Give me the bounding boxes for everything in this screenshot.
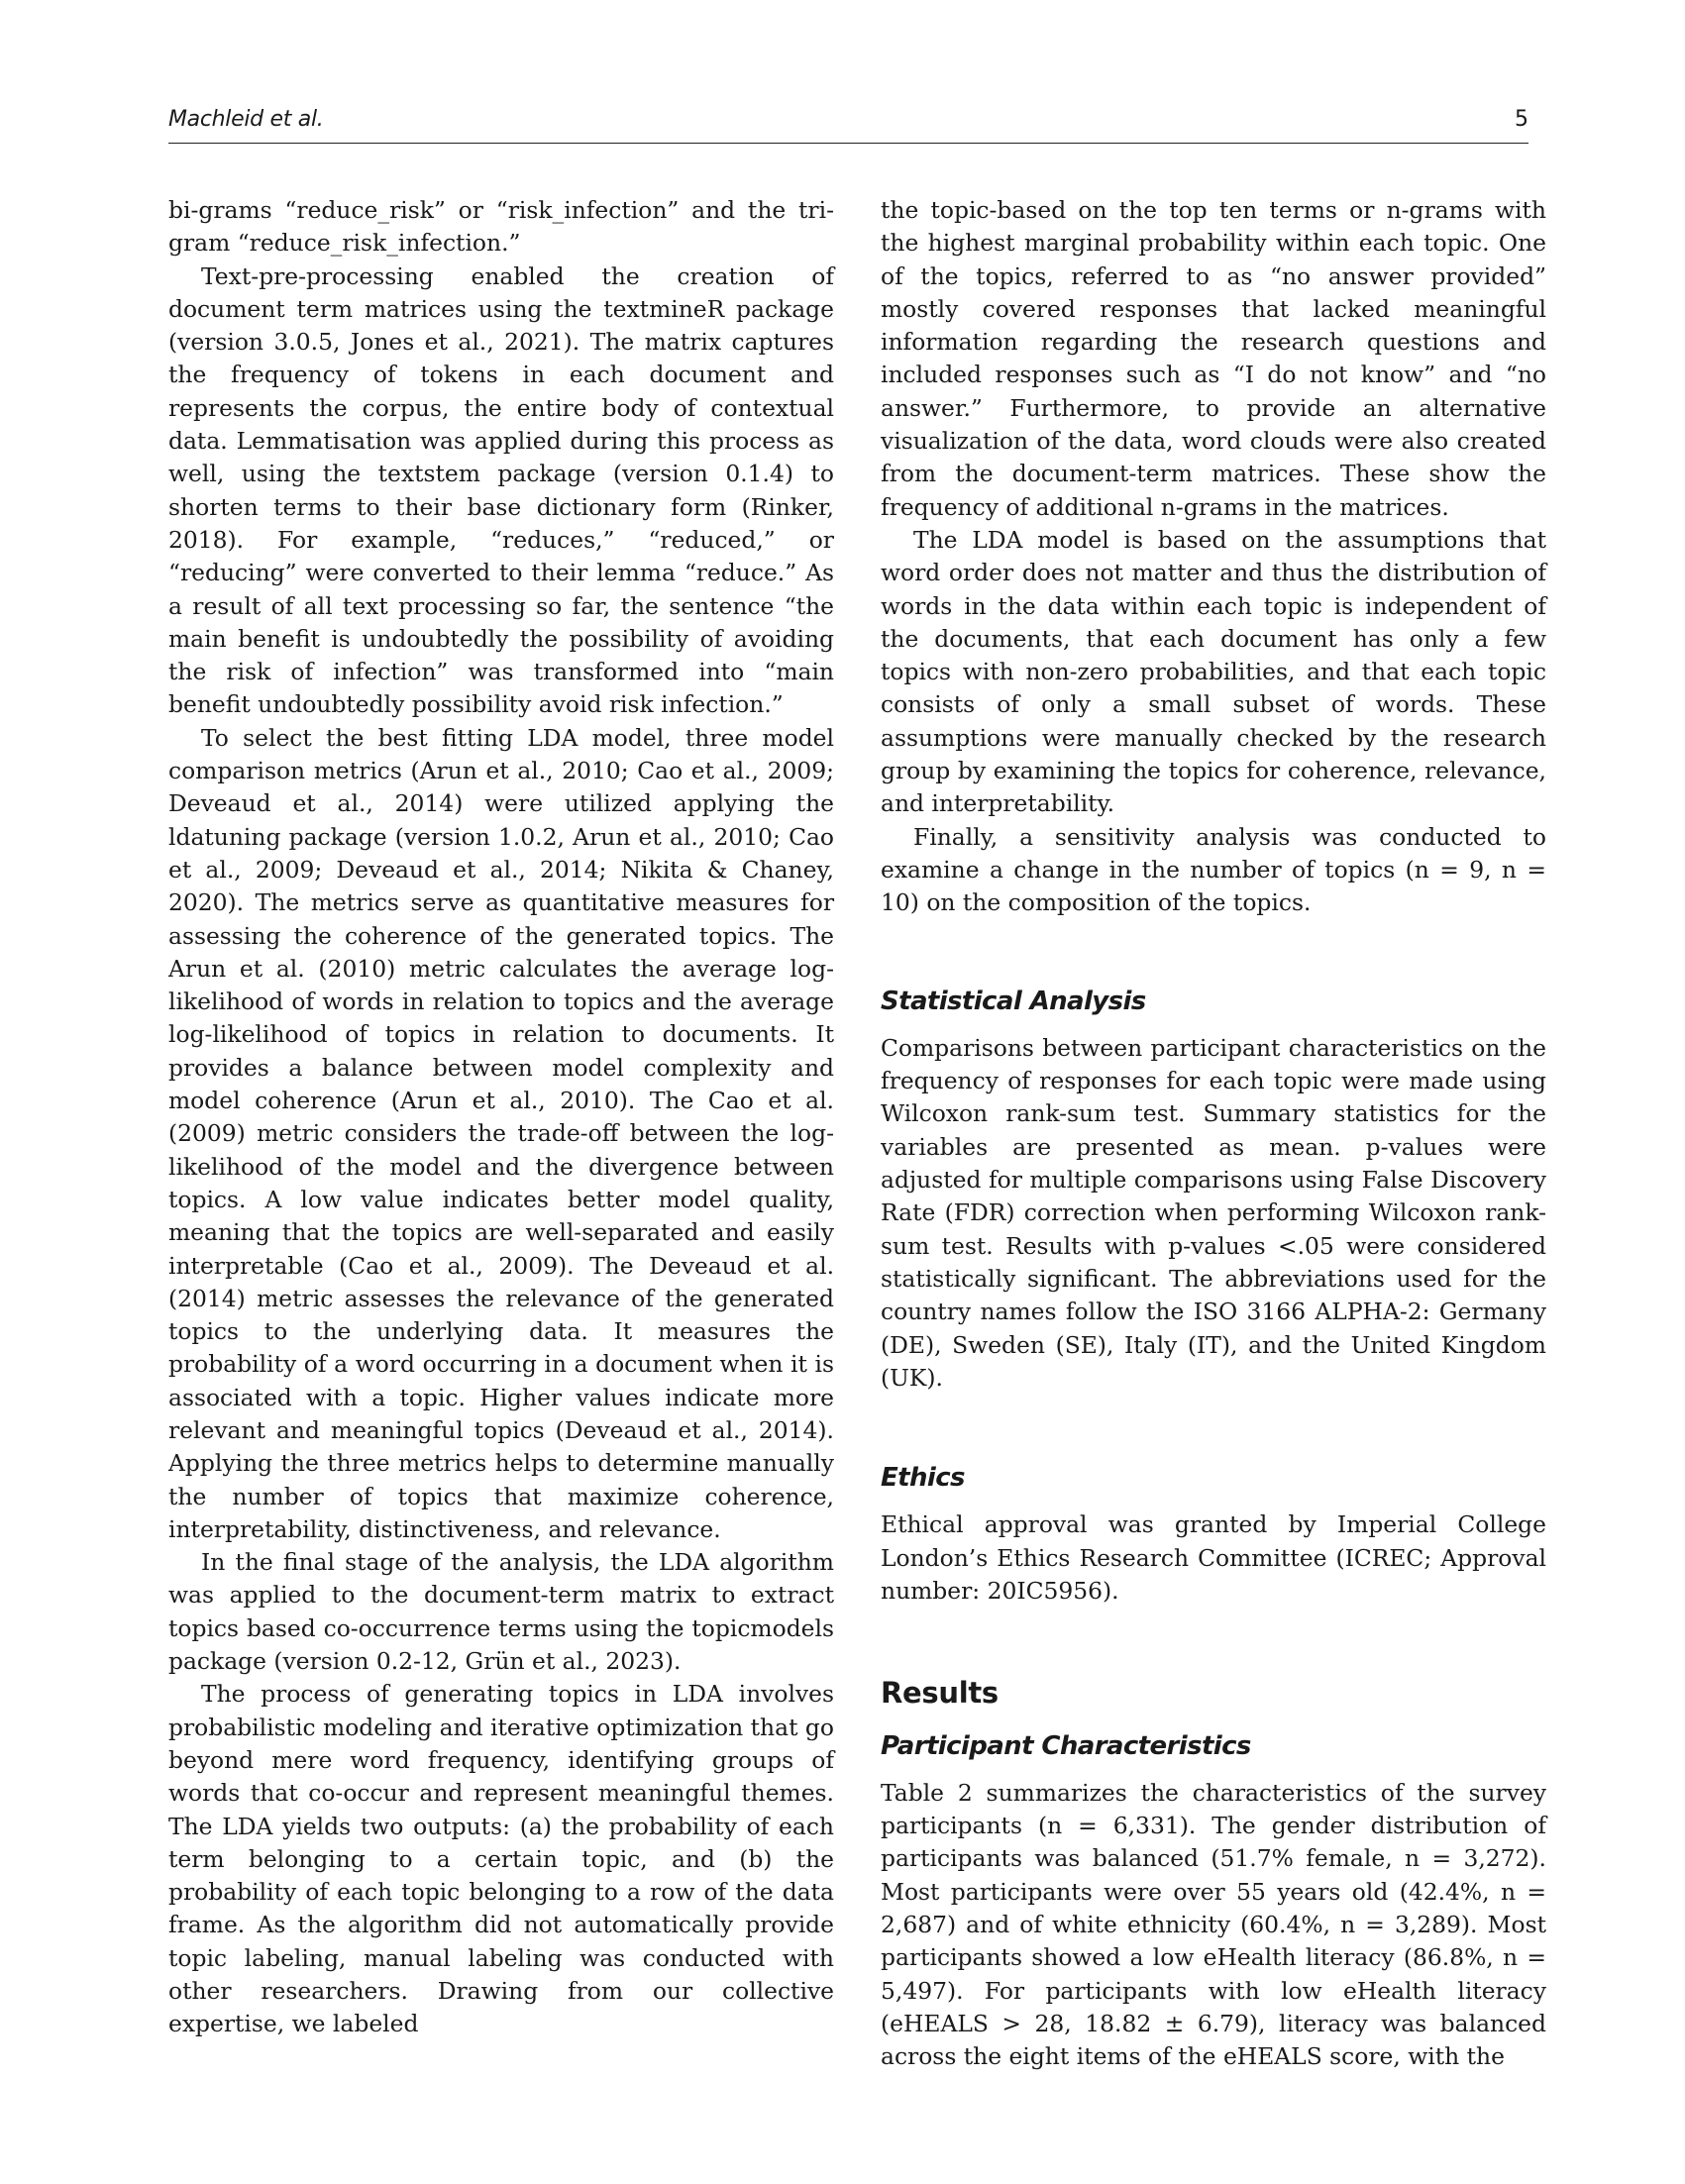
ethics-heading: Ethics <box>881 1463 965 1494</box>
results-heading: Results <box>881 1676 999 1711</box>
participant-characteristics-text: Table 2 summarizes the characteristics of the survey participants (n = 6,331). The gender distribution of participants was balanced (51.7% female, n = 3,272). Most participants were over 55 years old (42.4%, n = 2,687) and of white ethnicity (60.4%, n = 3,289). Most participants showed a low eHealth literacy (86.8%, n = 5,497). For participants with low eHealth literacy (eHEALS > 28, 18.82 ± 6.79), literacy was balanced across the eight items of the eHEALS score, with the <box>881 1778 1546 2071</box>
body-paragraph: bi-grams “reduce_risk” or “risk_infection” and the tri-gram “reduce_risk_infection.” <box>168 196 834 258</box>
body-paragraph: The LDA model is based on the assumptions that word order does not matter and thus the distribution of words in the data within each topic is independent of the documents, that each document has only a few topics with non-zero probabilities, and that each topic consists of only a small subset of words. These assumptions were manually checked by the research group by examining the topics for coherence, relevance, and interpretability. <box>881 525 1546 818</box>
page-number: 5 <box>1515 107 1528 132</box>
body-paragraph: The process of generating topics in LDA involves probabilistic modeling and iterative optimization that go beyond mere word frequency, identifying groups of words that co-occur and represent meaningful themes. The LDA yields two outputs: (a) the probability of each term belonging to a certain topic, and (b) the probability of each topic belonging to a row of the data frame. As the algorithm did not automatically provide topic labeling, manual labeling was conducted with other researchers. Drawing from our collective expertise, we labeled <box>168 1680 834 2038</box>
statistical-analysis-heading: Statistical Analysis <box>881 986 1146 1016</box>
body-paragraph: Finally, a sensitivity analysis was conducted to examine a change in the number of topics (n = 9, n = 10) on the composition of the topics. <box>881 822 1546 917</box>
statistical-analysis-text: Comparisons between participant characteristics on the frequency of responses for each topic were made using Wilcoxon rank-sum test. Summary statistics for the variables are presented as mean. p-values were adjusted for multiple comparisons using False Discovery Rate (FDR) correction when performing Wilcoxon rank-sum test. Results with p-values <.05 were considered statistically significant. The abbreviations used for the country names follow the ISO 3166 ALPHA-2: Germany (DE), Sweden (SE), Italy (IT), and the United Kingdom (UK). <box>881 1033 1546 1392</box>
body-paragraph: To select the best fitting LDA model, three model comparison metrics (Arun et al., 2010; Cao et al., 2009; Deveaud et al., 2014) were utilized applying the ldatuning package (version 1.0.2, Arun et al., 2010; Cao et al., 2009; Deveaud et al., 2014; Nikita & Chaney, 2020). The metrics serve as quantitative measures for assessing the coherence of the generated topics. The Arun et al. (2010) metric calculates the average log-likelihood of words in relation to topics and the average log-likelihood of topics in relation to documents. It provides a balance between model complexity and model coherence (Arun et al., 2010). The Cao et al. (2009) metric considers the trade-off between the log-likelihood of the model and the divergence between topics. A low value indicates better model quality, meaning that the topics are well-separated and easily interpretable (Cao et al., 2009). The Deveaud et al. (2014) metric assesses the relevance of the generated topics to the underlying data. It measures the probability of a word occurring in a document when it is associated with a topic. Higher values indicate more relevant and meaningful topics (Deveaud et al., 2014). Applying the three metrics helps to determine manually the number of topics that maximize coherence, interpretability, distinctiveness, and relevance. <box>168 723 834 1543</box>
body-paragraph: Text-pre-processing enabled the creation of document term matrices using the textmineR package (version 3.0.5, Jones et al., 2021). The matrix captures the frequency of tokens in each document and represents the corpus, the entire body of contextual data. Lemmatisation was applied during this process as well, using the textstem package (version 0.1.4) to shorten terms to their base dictionary form (Rinker, 2018). For example, “reduces,” “reduced,” or “reducing” were converted to their lemma “reduce.” As a result of all text processing so far, the sentence “the main benefit is undoubtedly the possibility of avoiding the risk of infection” was transformed into “main benefit undoubtedly possibility avoid risk infection.” <box>168 261 834 719</box>
left-column <box>168 194 834 2041</box>
ethics-text: Ethical approval was granted by Imperial College London’s Ethics Research Committee (ICREC; Approval number: 20IC5956). <box>881 1510 1546 1605</box>
body-paragraph: the topic-based on the top ten terms or n-grams with the highest marginal probability within each topic. One of the topics, referred to as “no answer provided” mostly covered responses that lacked meaningful information regarding the research questions and included responses such as “I do not know” and “no answer.” Furthermore, to provide an alternative visualization of the data, word clouds were also created from the document-term matrices. These show the frequency of additional n-grams in the matrices. <box>881 196 1546 521</box>
right-column <box>881 194 1546 2074</box>
body-paragraph: In the final stage of the analysis, the LDA algorithm was applied to the document-term matrix to extract topics based co-occurrence terms using the topicmodels package (version 0.2-12, Grün et al., 2023). <box>168 1548 834 1676</box>
running-header <box>168 103 1528 144</box>
running-head-authors: Machleid et al. <box>168 107 324 132</box>
participant-characteristics-heading: Participant Characteristics <box>881 1730 1251 1761</box>
